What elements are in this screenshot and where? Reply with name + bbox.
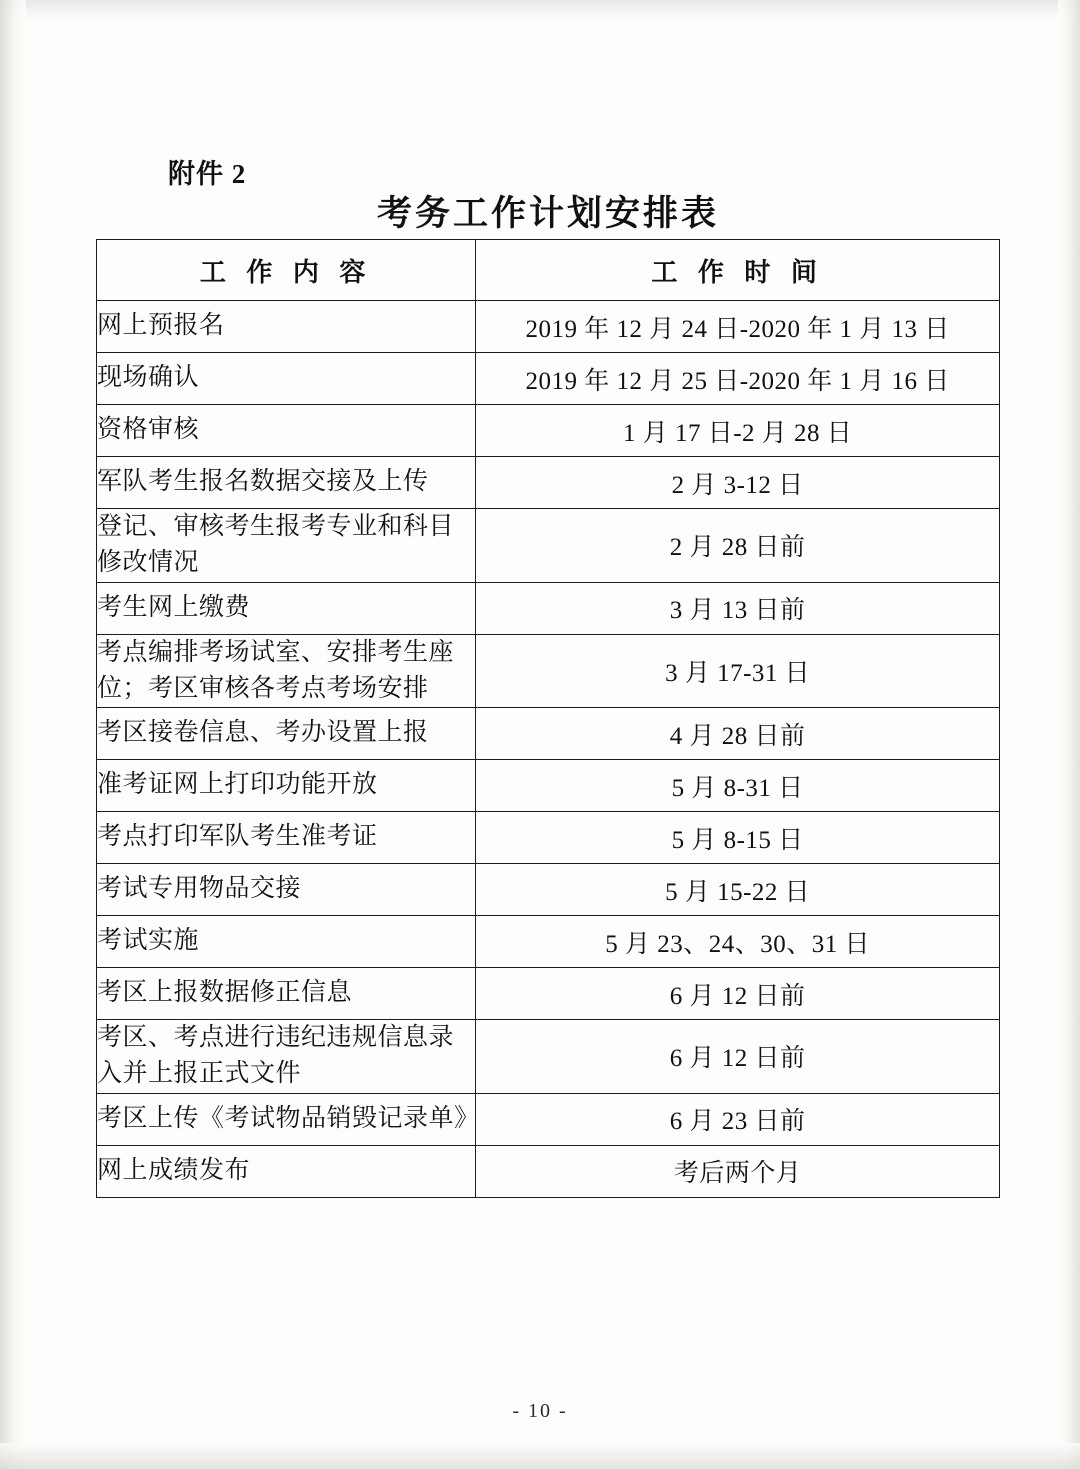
table-row <box>97 582 1000 634</box>
work-content-cell: 考点打印军队考生准考证 <box>97 812 476 864</box>
scan-edge-top <box>0 0 1080 20</box>
work-time-cell: 2019 年 12 月 25 日-2020 年 1 月 16 日 <box>476 353 1000 405</box>
attachment-label: 附件 2 <box>168 159 247 189</box>
work-time-cell: 2 月 28 日前 <box>476 509 1000 583</box>
column-header-time: 工 作 时 间 <box>476 240 1000 301</box>
table-row <box>97 1145 1000 1197</box>
table-row <box>97 760 1000 812</box>
table-row <box>97 1020 1000 1094</box>
work-content-cell: 考区、考点进行违纪违规信息录入并上报正式文件 <box>97 1020 476 1094</box>
work-content-cell: 考区上报数据修正信息 <box>97 968 476 1020</box>
work-content-cell: 考试专用物品交接 <box>97 864 476 916</box>
work-time-cell: 2019 年 12 月 24 日-2020 年 1 月 13 日 <box>476 301 1000 353</box>
work-content-cell: 网上预报名 <box>97 301 476 353</box>
work-content-cell: 资格审核 <box>97 405 476 457</box>
work-time-cell: 3 月 17-31 日 <box>476 634 1000 708</box>
table-row <box>97 457 1000 509</box>
work-content-cell: 考点编排考场试室、安排考生座位；考区审核各考点考场安排 <box>97 634 476 708</box>
work-plan-table <box>96 239 1000 1198</box>
work-time-cell: 4 月 28 日前 <box>476 708 1000 760</box>
work-time-cell: 5 月 8-15 日 <box>476 812 1000 864</box>
table-row <box>97 1093 1000 1145</box>
table-row <box>97 968 1000 1020</box>
scan-edge-left <box>0 0 26 1469</box>
work-content-cell: 考区接卷信息、考办设置上报 <box>97 708 476 760</box>
page-title: 考务工作计划安排表 <box>376 194 719 233</box>
table-row <box>97 301 1000 353</box>
work-time-cell: 5 月 15-22 日 <box>476 864 1000 916</box>
table-row <box>97 353 1000 405</box>
scan-edge-bottom <box>0 1443 1080 1469</box>
work-time-cell: 1 月 17 日-2 月 28 日 <box>476 405 1000 457</box>
work-time-cell: 考后两个月 <box>476 1145 1000 1197</box>
work-time-cell: 5 月 23、24、30、31 日 <box>476 916 1000 968</box>
work-content-cell: 军队考生报名数据交接及上传 <box>97 457 476 509</box>
work-time-cell: 2 月 3-12 日 <box>476 457 1000 509</box>
work-content-cell: 登记、审核考生报考专业和科目修改情况 <box>97 509 476 583</box>
table-row <box>97 916 1000 968</box>
work-time-cell: 6 月 23 日前 <box>476 1093 1000 1145</box>
scan-edge-right <box>1058 0 1080 1469</box>
table-header-row <box>97 240 1000 301</box>
work-content-cell: 考试实施 <box>97 916 476 968</box>
work-content-cell: 网上成绩发布 <box>97 1145 476 1197</box>
column-header-content: 工 作 内 容 <box>97 240 476 301</box>
table-row <box>97 634 1000 708</box>
table-row <box>97 405 1000 457</box>
page-number: - 10 - <box>512 1400 568 1422</box>
table-row <box>97 708 1000 760</box>
table-body <box>97 301 1000 1198</box>
table-row <box>97 864 1000 916</box>
work-content-cell: 准考证网上打印功能开放 <box>97 760 476 812</box>
table-row <box>97 812 1000 864</box>
work-content-cell: 考区上传《考试物品销毁记录单》 <box>97 1093 476 1145</box>
work-content-cell: 现场确认 <box>97 353 476 405</box>
work-time-cell: 3 月 13 日前 <box>476 582 1000 634</box>
work-content-cell: 考生网上缴费 <box>97 582 476 634</box>
work-time-cell: 5 月 8-31 日 <box>476 760 1000 812</box>
work-time-cell: 6 月 12 日前 <box>476 1020 1000 1094</box>
table-row <box>97 509 1000 583</box>
work-time-cell: 6 月 12 日前 <box>476 968 1000 1020</box>
